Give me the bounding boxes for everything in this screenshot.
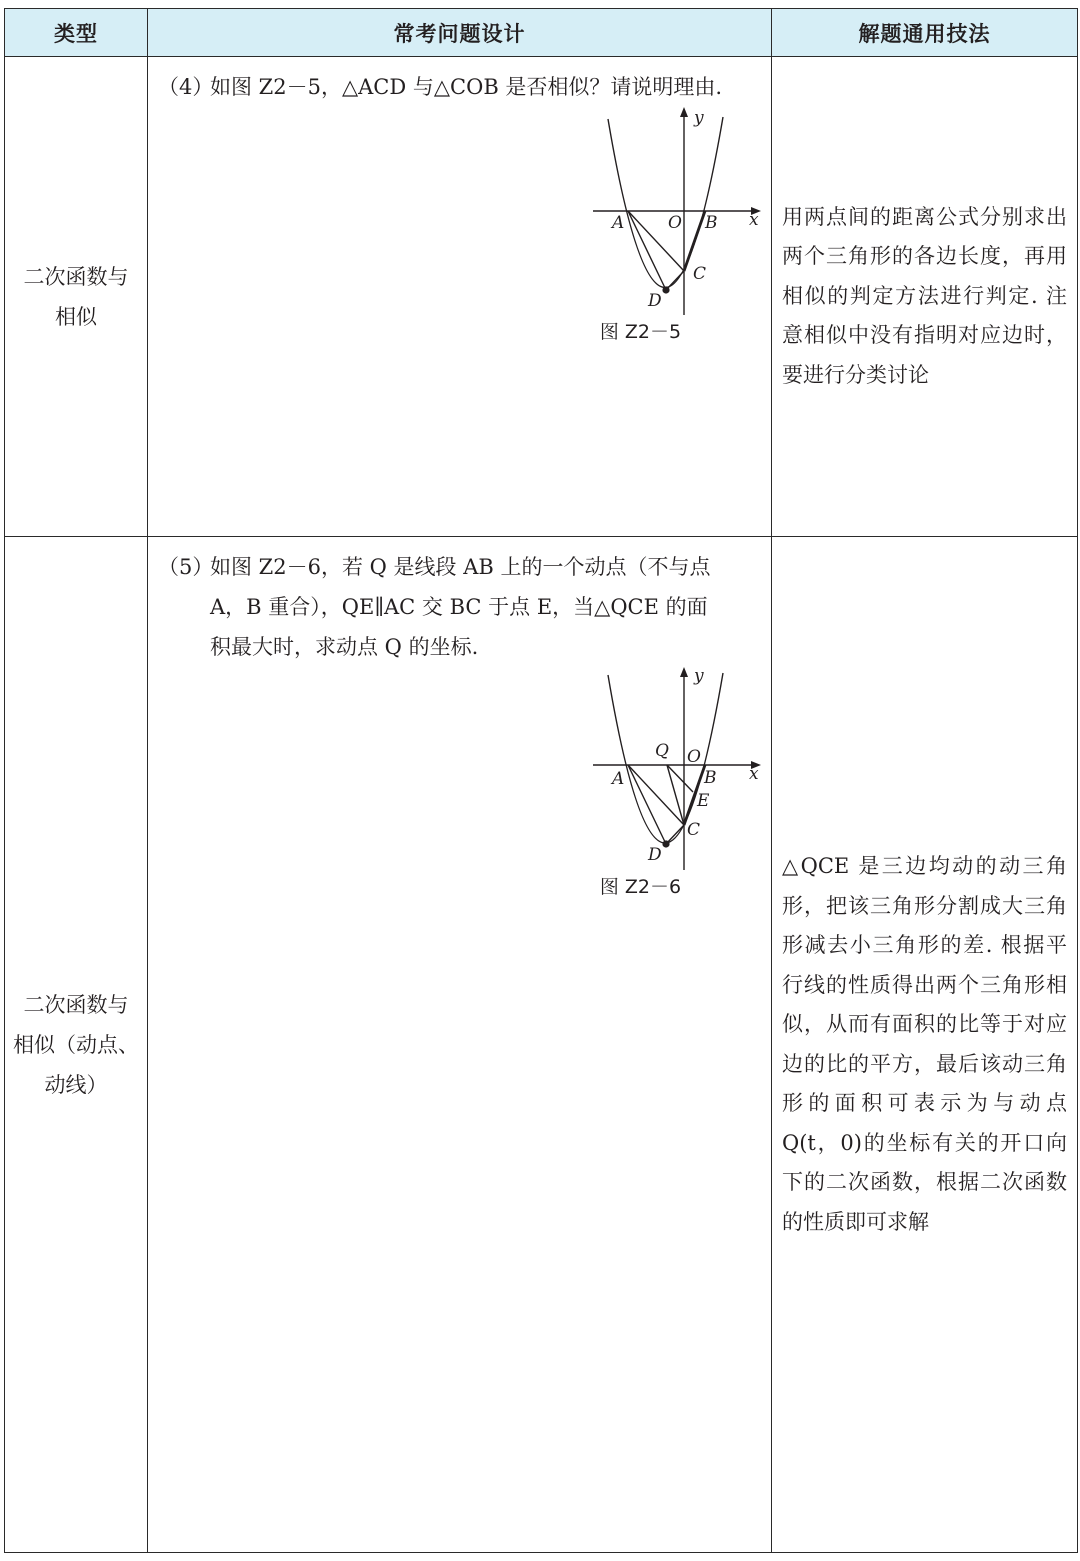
question-line: 如图 Z2－5，△ACD 与△COB 是否相似？请说明理由. (210, 75, 723, 99)
parabola-figure (593, 667, 768, 872)
question-text (148, 57, 771, 107)
type-cell (5, 57, 148, 537)
label-B: B (704, 768, 717, 788)
technique-cell: △QCE 是三边均动的动三角形，把该三角形分割成大三角形减去小三角形的差. 根据平行线的性质得出两个三角形相似，从而有面积的比等于对应边的比的平方，最后该动三角形的面积可表示为与动点 Q(t，0)的坐标有关的开口向下的二次函数，根据二次函数的性质即可求解 (772, 537, 1078, 1553)
label-B: B (705, 213, 718, 233)
label-E: E (697, 791, 710, 811)
question-number: （5） (158, 555, 214, 579)
label-D: D (648, 291, 662, 311)
label-C: C (687, 820, 701, 840)
label-y: y (694, 108, 704, 128)
header-design: 常考问题设计 (148, 9, 772, 57)
label-C: C (693, 264, 707, 284)
label-y: y (694, 667, 704, 686)
figure-z2-5 (593, 107, 768, 344)
type-line: 相似（动点、 (13, 1032, 139, 1057)
question-number: （4） (158, 75, 214, 99)
question-cell (148, 537, 772, 1553)
table-row (5, 537, 1078, 1553)
method-table (4, 8, 1078, 1553)
question-line: 如图 Z2－6，若 Q 是线段 AB 上的一个动点（不与点 (210, 555, 711, 579)
label-D: D (648, 845, 662, 865)
figure-z2-6 (593, 667, 768, 899)
table-row (5, 57, 1078, 537)
label-x: x (749, 210, 759, 230)
type-cell (5, 537, 148, 1553)
label-O: O (668, 213, 682, 233)
header-type: 类型 (5, 9, 148, 57)
table-header-row (5, 9, 1078, 57)
technique-cell: 用两点间的距离公式分别求出两个三角形的各边长度，再用相似的判定方法进行判定. 注意相似中没有指明对应边时，要进行分类讨论 (772, 57, 1078, 537)
figure-caption: 图 Z2－6 (599, 876, 682, 898)
question-cell (148, 57, 772, 537)
type-line: 二次函数与 (23, 264, 129, 289)
label-A: A (612, 213, 625, 233)
label-Q: Q (655, 741, 669, 761)
type-line: 相似 (55, 304, 97, 329)
type-line: 二次函数与 (23, 992, 129, 1017)
parabola-figure (593, 107, 768, 317)
question-line: A，B 重合），QE∥AC 交 BC 于点 E，当△QCE 的面 (210, 595, 708, 619)
question-text (148, 537, 771, 667)
figure-caption: 图 Z2－5 (599, 321, 682, 343)
type-line: 动线） (44, 1072, 108, 1097)
label-x: x (749, 764, 759, 784)
question-line: 积最大时，求动点 Q 的坐标. (210, 635, 479, 659)
label-O: O (687, 747, 701, 767)
label-A: A (612, 769, 625, 789)
header-technique: 解题通用技法 (772, 9, 1078, 57)
